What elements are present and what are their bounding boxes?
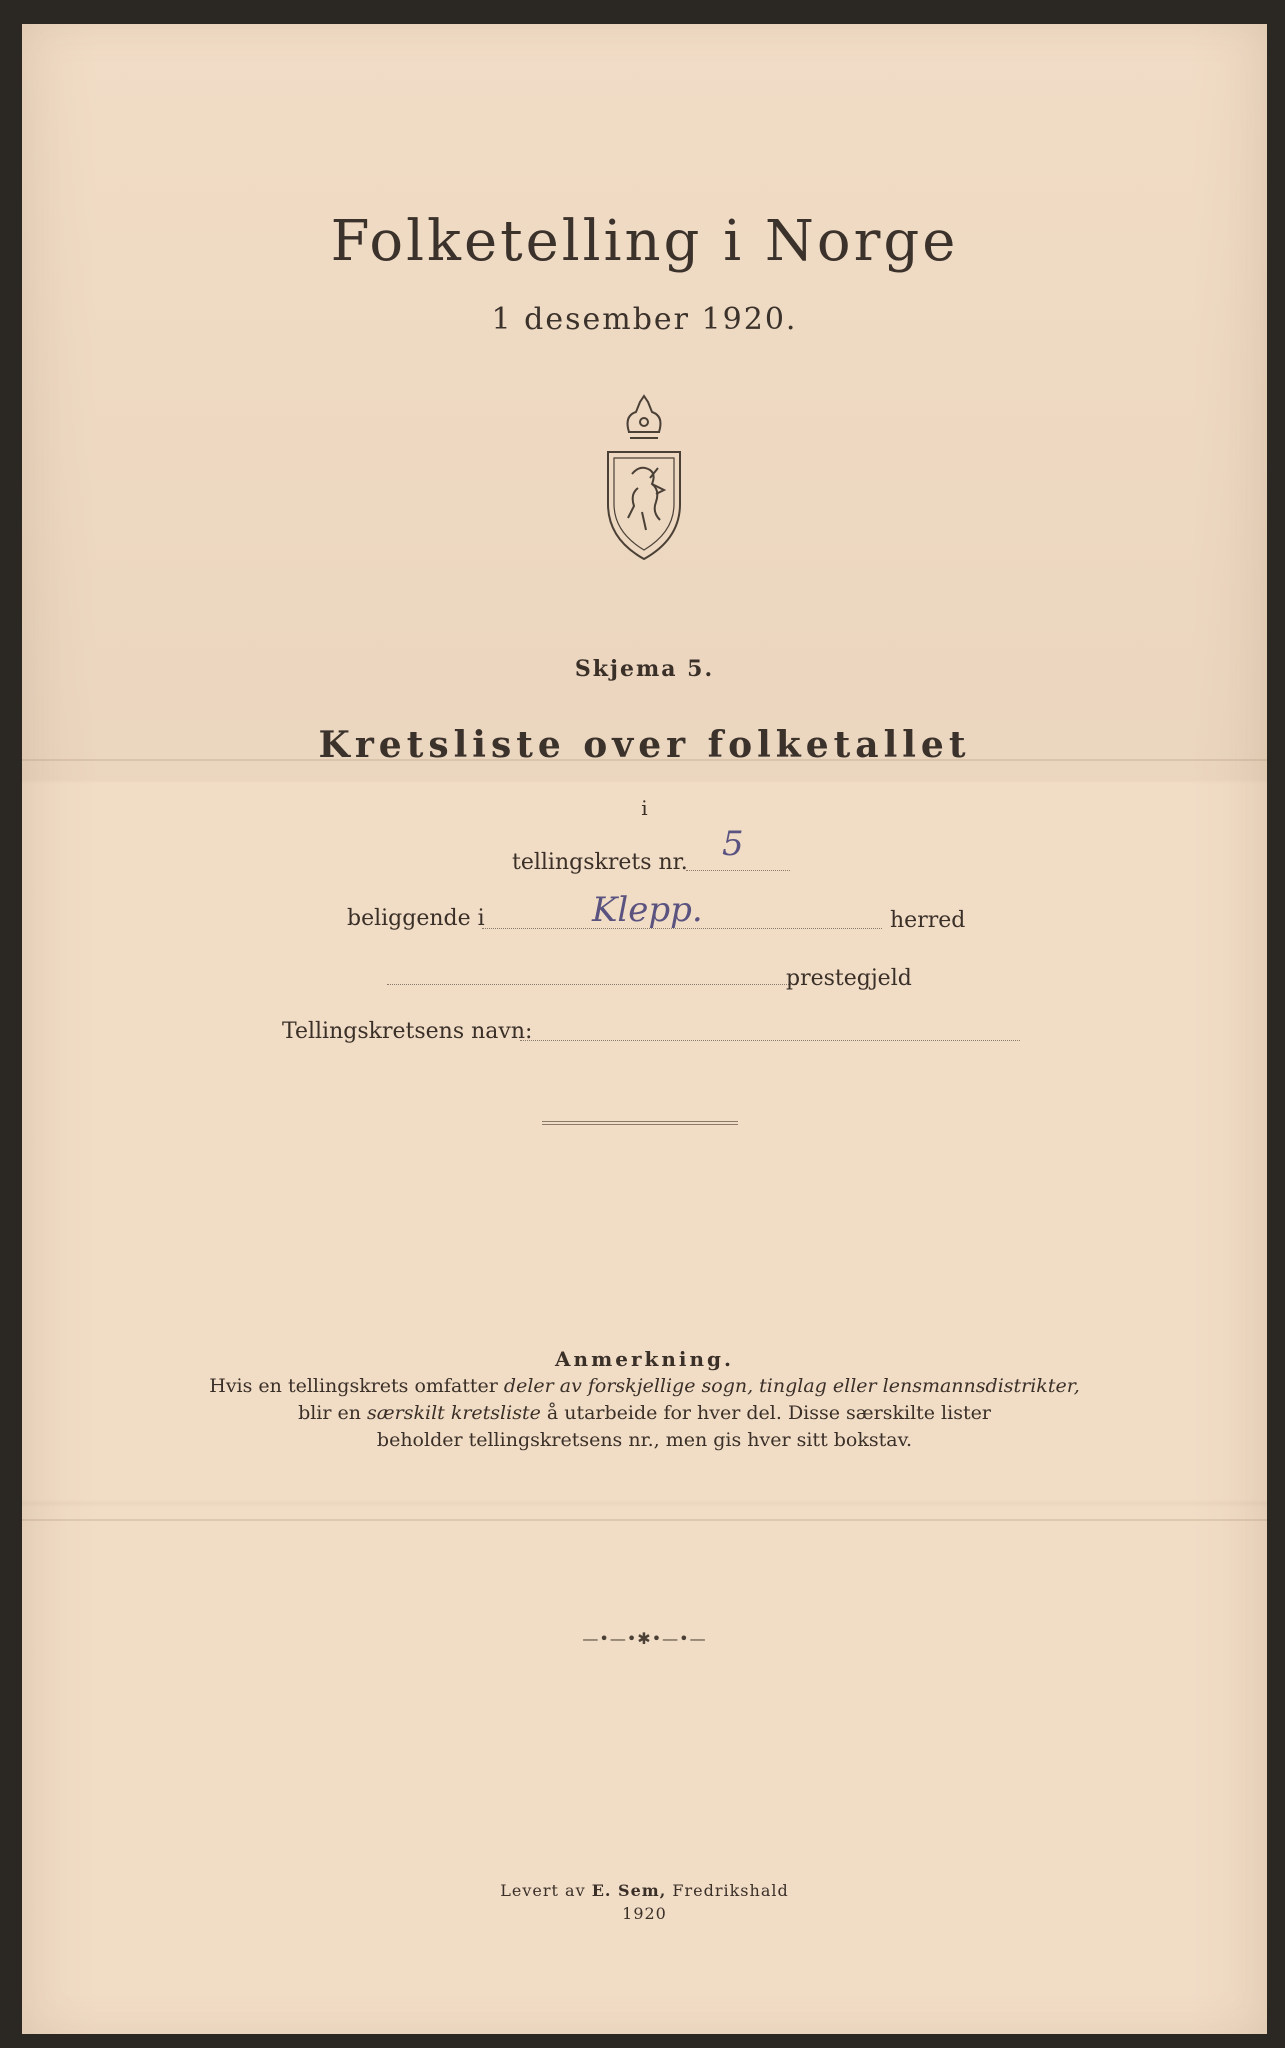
printer-line (22, 1881, 1267, 1900)
prestegjeld-fill-line (387, 984, 797, 985)
connector-word: i (641, 796, 648, 820)
remark-italic-text: deler av forskjellige sogn, tinglag eller lensmannsdistrikter, (503, 1375, 1080, 1397)
krets-name-label: Tellingskretsens navn: (282, 1019, 533, 1044)
remark-italic-text: særskilt kretsliste (367, 1402, 541, 1424)
remark-text: Hvis en tellingskrets omfatter (209, 1375, 504, 1397)
krets-name-fill-line (520, 1040, 1020, 1041)
remark-heading: Anmerkning. (555, 1347, 734, 1371)
remark-line-2 (22, 1401, 1267, 1426)
norwegian-coat-of-arms-icon (594, 394, 694, 562)
divider-rule (542, 1121, 738, 1125)
printer-year: 1920 (622, 1904, 667, 1923)
ornament-divider: —•—•✱•—•— (582, 1629, 707, 1648)
form-heading: Kretsliste over folketallet (318, 724, 971, 766)
printer-name: E. Sem, (591, 1881, 667, 1900)
krets-number-handwritten: 5 (722, 824, 744, 864)
herred-label: herred (890, 908, 966, 933)
remark-text: blir en (298, 1402, 368, 1424)
document-title: Folketelling i Norge (330, 209, 959, 274)
paper-fold-line (22, 1519, 1267, 1521)
municipality-handwritten: Klepp. (592, 890, 703, 930)
remark-line-1 (22, 1374, 1267, 1399)
beliggende-label: beliggende i (347, 906, 485, 931)
krets-label: tellingskrets nr. (512, 850, 688, 875)
printer-place: Fredrikshald (666, 1881, 789, 1900)
prestegjeld-label: prestegjeld (786, 966, 912, 991)
krets-fill-line (686, 870, 790, 871)
document-date: 1 desember 1920. (491, 302, 798, 337)
census-form-page (22, 24, 1267, 2034)
printer-prefix: Levert av (500, 1881, 592, 1900)
schema-number: Skjema 5. (574, 656, 715, 682)
remark-line-3: beholder tellingskretsens nr., men gis hver sitt bokstav. (376, 1429, 913, 1451)
remark-text: å utarbeide for hver del. Disse særskilte lister (540, 1402, 991, 1424)
